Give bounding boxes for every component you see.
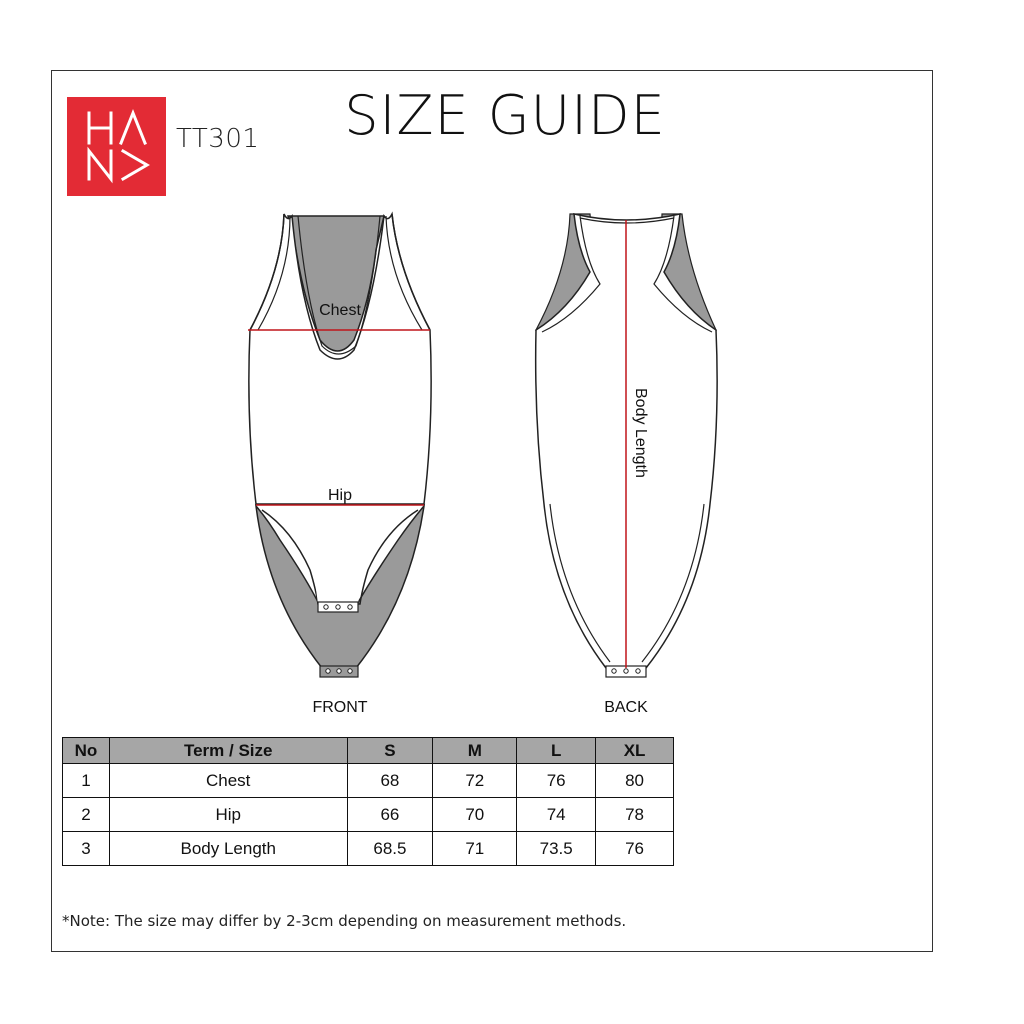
table-row <box>63 764 674 798</box>
body-length-label: Body Length <box>632 388 649 478</box>
table-cell: 2 <box>63 798 110 832</box>
measurement-note: *Note: The size may differ by 2-3cm depending on measurement methods. <box>62 912 627 930</box>
table-cell: 68 <box>347 764 433 798</box>
size-table-header-row <box>63 738 674 764</box>
table-row <box>63 832 674 866</box>
page-title: SIZE GUIDE <box>344 84 666 147</box>
table-cell: 72 <box>433 764 517 798</box>
back-view-label: BACK <box>604 699 648 716</box>
header-cell-term: Term / Size <box>109 738 347 764</box>
size-table <box>62 737 674 866</box>
table-cell: Hip <box>109 798 347 832</box>
table-cell: Chest <box>109 764 347 798</box>
table-cell: 71 <box>433 832 517 866</box>
table-cell: 74 <box>517 798 596 832</box>
table-cell: 66 <box>347 798 433 832</box>
header-cell-xl: XL <box>596 738 674 764</box>
table-cell: 78 <box>596 798 674 832</box>
table-cell: 80 <box>596 764 674 798</box>
back-bodysuit-sketch <box>536 214 717 677</box>
header-cell-no: No <box>63 738 110 764</box>
header-cell-s: S <box>347 738 433 764</box>
table-cell: 3 <box>63 832 110 866</box>
table-cell: 68.5 <box>347 832 433 866</box>
table-row <box>63 798 674 832</box>
header-cell-m: M <box>433 738 517 764</box>
front-view-label: FRONT <box>312 699 368 716</box>
table-cell: 73.5 <box>517 832 596 866</box>
table-cell: 76 <box>596 832 674 866</box>
table-cell: 70 <box>433 798 517 832</box>
table-cell: 76 <box>517 764 596 798</box>
front-bodysuit-sketch <box>248 214 431 677</box>
table-cell: Body Length <box>109 832 347 866</box>
header-cell-l: L <box>517 738 596 764</box>
table-cell: 1 <box>63 764 110 798</box>
hip-label: Hip <box>327 487 353 504</box>
product-code: TT301 <box>176 124 260 154</box>
chest-label: Chest <box>319 302 361 319</box>
